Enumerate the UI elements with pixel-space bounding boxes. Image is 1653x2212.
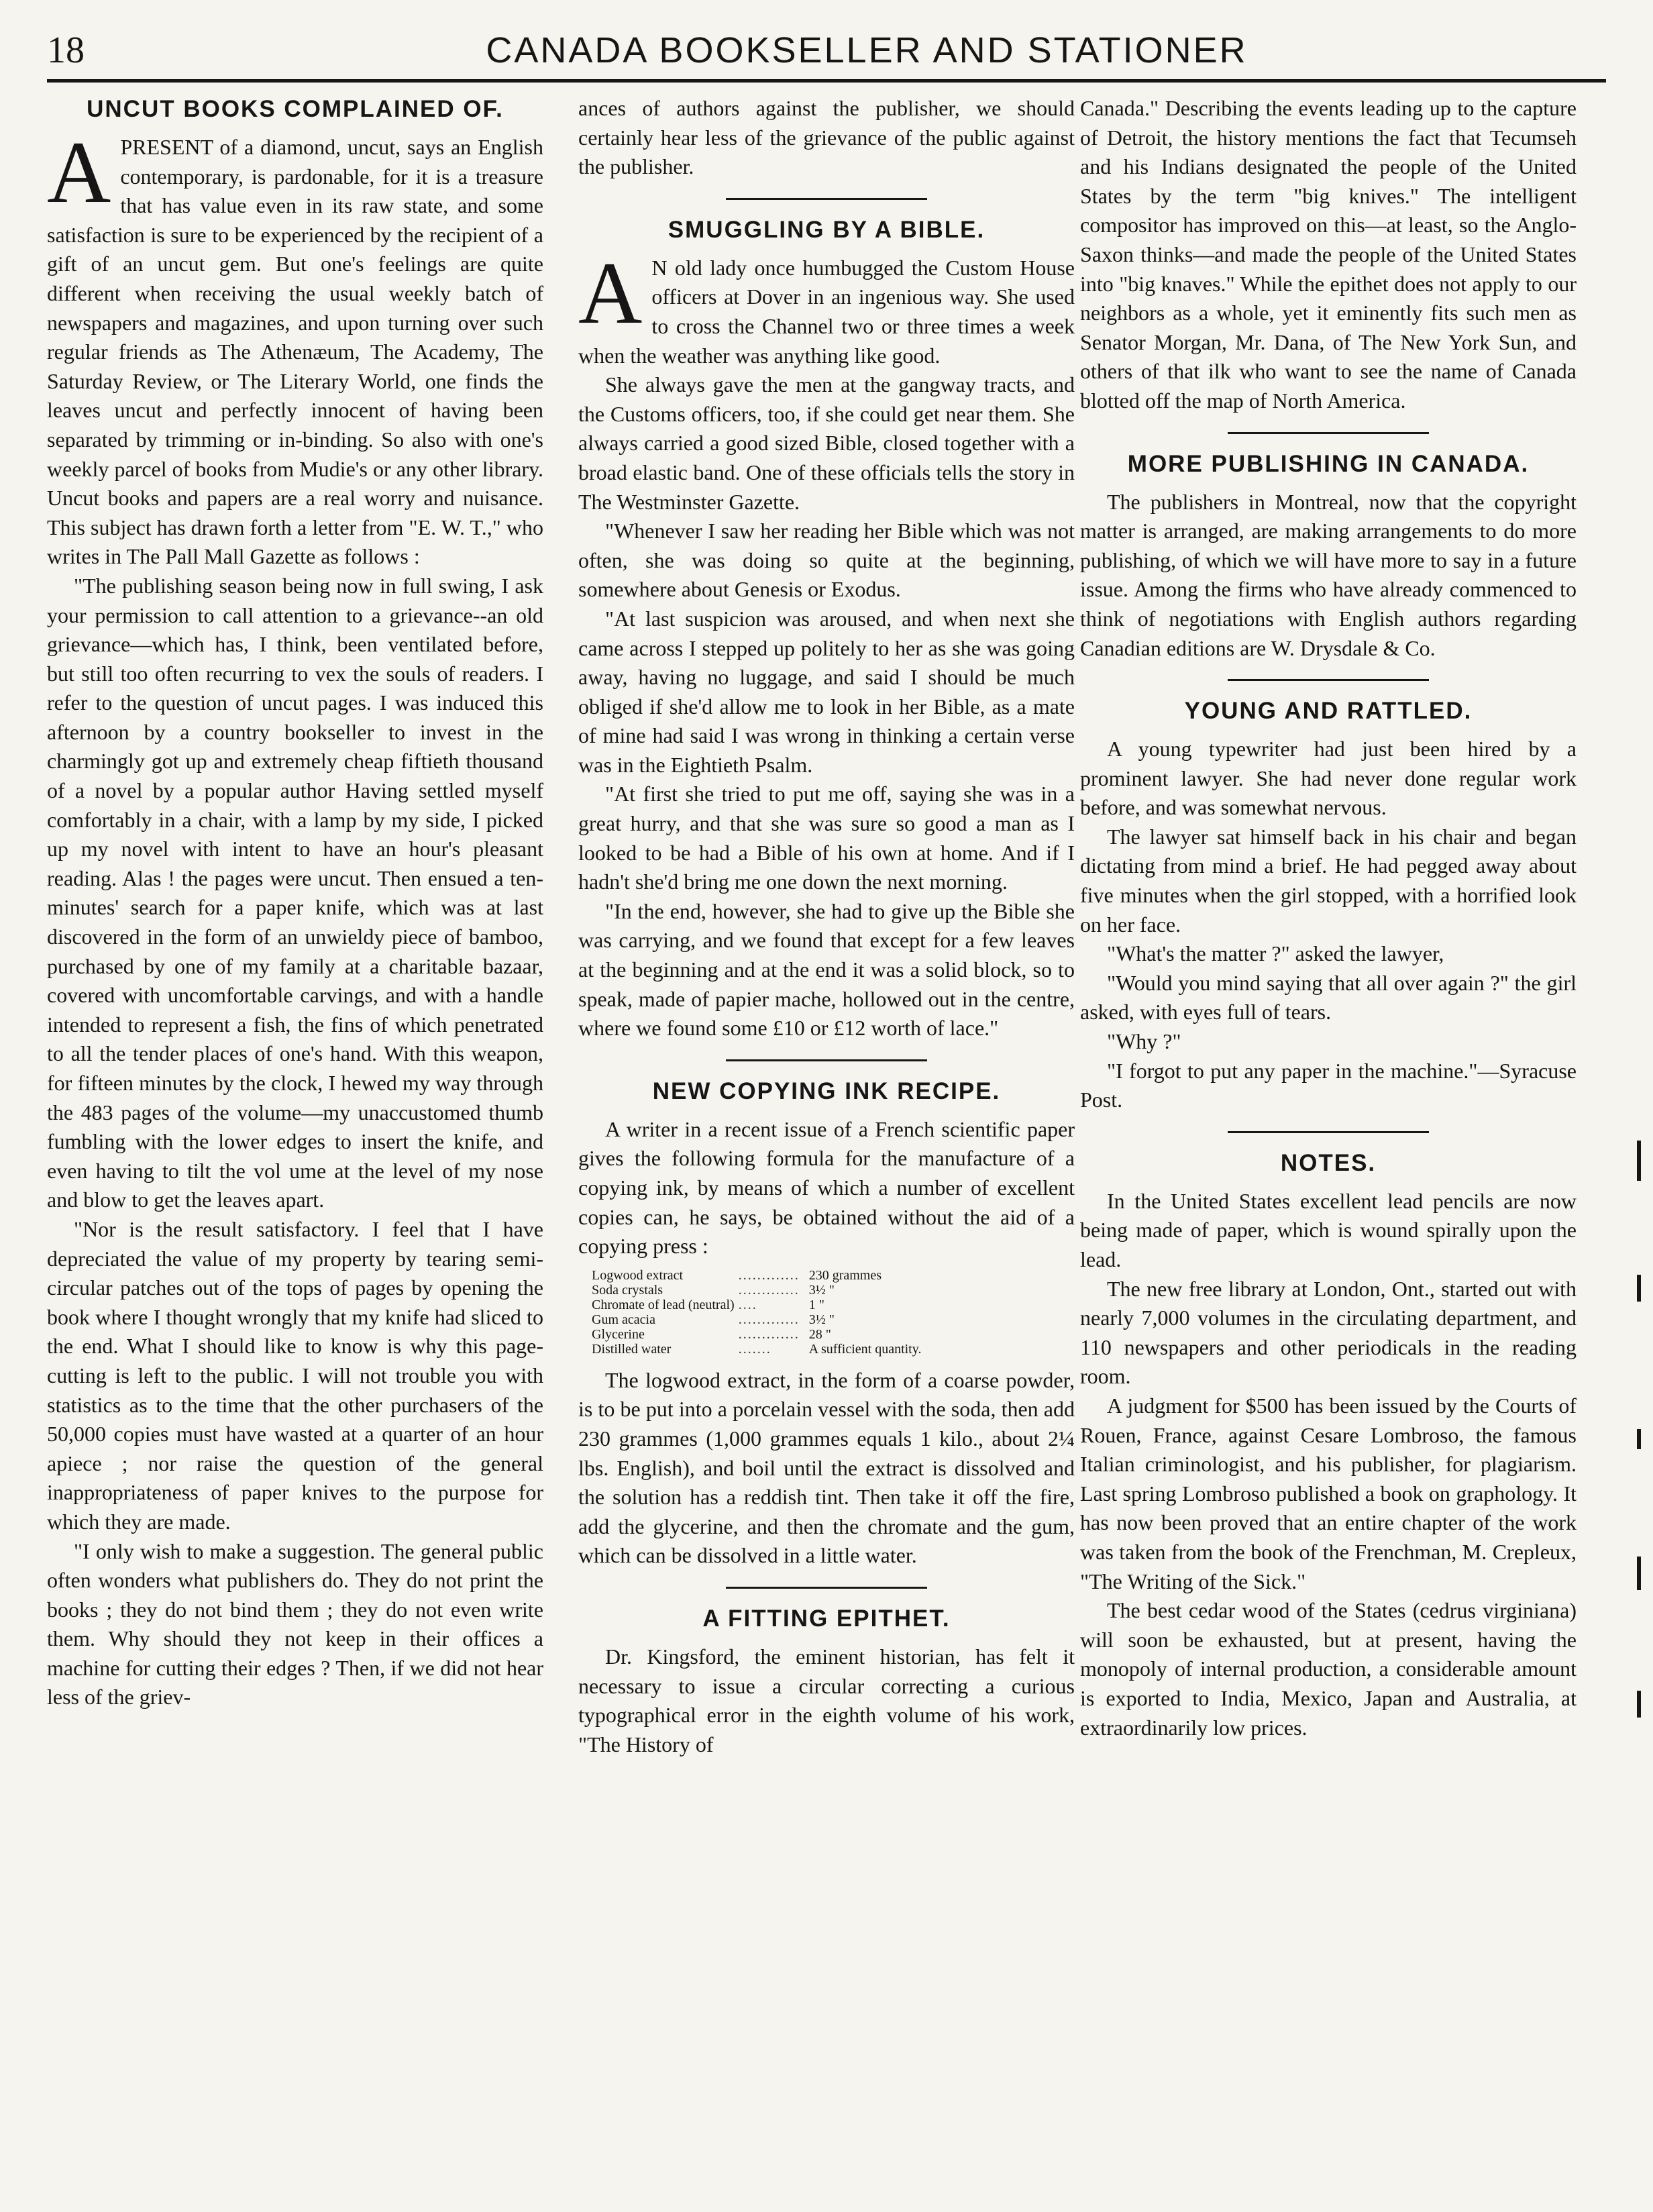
article-divider [726, 198, 927, 200]
young-rattled-paragraph-6: "I forgot to put any paper in the machine."—Syracuse Post. [1080, 1058, 1577, 1112]
ingredient-name: Distilled water [592, 1341, 672, 1357]
recipe-table [592, 1268, 925, 1357]
smuggling-paragraph-5: "At first she tried to put me off, saying she was in a great hurry, and that she was sure so good a man as I looked to be had a Bible of his own at home. And if I hadn't she'd bring me one down the next morning. [578, 782, 1075, 894]
notes-heading: NOTES. [1280, 1149, 1377, 1176]
header-rule [47, 79, 1606, 83]
scan-margin-marks [1637, 1141, 1644, 1744]
article-divider [1228, 679, 1429, 681]
ingredient-quantity: 1 " [808, 1297, 824, 1312]
copying-ink-intro: A writer in a recent issue of a French scientific paper gives the following formula for the manufacture of a copying ink, by means of which a number of excellent copies can, he says, be obtained without the aid of a copying press : [578, 1116, 1075, 1259]
smuggling-paragraph-1 [578, 243, 1075, 370]
page-number: 18 [47, 30, 85, 71]
recipe-row: Glycerine ............. 28 " [592, 1327, 925, 1342]
notes-paragraph-4: The best cedar wood of the States (cedrus virginiana) will soon be exhausted, but at present, having the monopoly of internal production, a considerable amount is exported to India, Mexico, Japan and Australia, at extraordinarily low prices. [1080, 1598, 1577, 1740]
running-head [47, 27, 1606, 74]
fitting-epithet-continuation: Canada." Describing the events leading up to the capture of Detroit, the history mentions the fact that Tecumseh and his Indians designated the people of the United States by the term "big knives." The intelligent compositor has improved on this—at least, so the Anglo-Saxon thinks—and made the people of the United States into "big knaves." While the epithet does not apply to our neighbors as a whole, yet it eminently fits such men as Senator Morgan, Mr. Dana, of The New York Sun, and others of that ilk who want to see the name of Canada blotted off the map of North America. [1080, 96, 1577, 413]
uncut-books-paragraph-3: "Nor is the result satisfactory. I feel that I have depreciated the value of my property by tearing semi-circular patches out of the tops of pages by opening the book where I thought wrongly that my knife had sliced to the end. What I should like to know is why this page-cutting is left to the public. I will not trouble you with statistics as to the time that the other purchasers of the 50,000 copies must have wasted at a quarter of an hour apiece ; nor raise the question of the general inappropriateness of paper knives to the purpose for which they are made. [47, 1216, 543, 1534]
smuggling-heading: SMUGGLING BY A BIBLE. [668, 216, 985, 243]
fitting-epithet-paragraph: Dr. Kingsford, the eminent historian, has felt it necessary to issue a circular correcting a curious typographical error in the eighth volume of his work, "The History of [578, 1644, 1075, 1756]
smuggling-paragraph-4: "At last suspicion was aroused, and when next she came across I stepped up politely to her as she was going away, having no luggage, and said I should be much obliged if she'd allow me to look in her Bible, as a mate of mine had said I was wrong in thinking a certain verse was in the Eightieth Psalm. [578, 606, 1075, 777]
uncut-books-paragraph-2: "The publishing season being now in full swing, I ask your permission to call attention to a grievance--an old grievance—which has, I think, been ventilated before, but still too often recurring to vex the souls of readers. I refer to the question of uncut pages. I was induced this afternoon by a country bookseller to invest in the charmingly got up and extremely cheap fiftieth thousand of a novel by a popular author Having settled myself comfortably in a chair, with a lamp by my side, I picked up my novel with intent to have an hour's pleasant reading. Alas ! the pages were uncut. Then ensued a ten-minutes' search for a paper knife, which was at last discovered in the form of an unwieldy piece of bamboo, purchased by one of my family at a charitable bazaar, covered with uncomfortable carvings, and with a handle intended to represent a fish, the fins of which penetrated to all the tender places of one's hand. With this weapon, for fifteen minutes by the clock, I hewed my way through the 483 pages of the volume—my unaccustomed thumb fumbling with the lower edges to insert the knife, and even having to tilt the vol ume at the level of my nose and blow to get the leaves apart. [47, 573, 543, 1212]
young-rattled-paragraph-2: The lawyer sat himself back in his chair and began dictating from mind a brief. He had pegged away about five minutes when the girl stopped, with a horrified look on her face. [1080, 824, 1577, 937]
notes-paragraph-3: A judgment for $500 has been issued by the Courts of Rouen, France, against Cesare Lombroso, the famous Italian criminologist, and his publisher, for plagiarism. Last spring Lombroso published a book on graphology. It has now been proved that an entire chapter of the work was taken from the book of the Frenchman, M. Crepleux, "The Writing of the Sick." [1080, 1393, 1577, 1593]
young-rattled-paragraph-3: "What's the matter ?" asked the lawyer, [1107, 941, 1444, 966]
article-divider [726, 1059, 927, 1061]
recipe-row: Distilled water ....... A sufficient quantity. [592, 1342, 925, 1357]
recipe-row: Chromate of lead (neutral) .... 1 " [592, 1298, 925, 1312]
smuggling-paragraph-2: She always gave the men at the gangway tracts, and the Customs officers, too, if she could get near them. She always carried a good sized Bible, closed together with a broad elastic band. One of these officials tells the story in The Westminster Gazette. [578, 372, 1075, 514]
drop-cap: A [578, 243, 643, 342]
uncut-books-text-1: PRESENT of a diamond, uncut, says an English contemporary, is pardonable, for it is a treasure that has value even in its raw state, and some satisfaction is sure to be experienced by the recipient of a gift of an uncut gem. But one's feelings are quite different when receiving the usual weekly batch of newspapers and magazines, and upon turning over such regular friends as The Athenæum, The Academy, The Saturday Review, or The Literary World, one finds the leaves uncut and perfectly innocent of having been separated by trimming or in-binding. So also with one's weekly parcel of books from Mudie's or any other library. Uncut books and papers are a real worry and nuisance. This subject has drawn forth a letter from "E. W. T.," who writes in The Pall Mall Gazette as follows : [47, 135, 543, 569]
smuggling-paragraph-6: "In the end, however, she had to give up the Bible she was carrying, and we found that except for a few leaves at the beginning and at the end it was a solid block, so to speak, made of papier mache, hollowed out in the centre, where we found some £10 or £12 worth of lace." [578, 898, 1075, 1041]
smuggling-paragraph-3: "Whenever I saw her reading her Bible which was not often, she was doing so quite at the beginning, somewhere about Genesis or Exodus. [578, 519, 1075, 602]
column-1 [47, 94, 543, 2180]
ingredient-quantity: A sufficient quantity. [808, 1341, 922, 1357]
uncut-books-continuation: ances of authors against the publisher, we should certainly hear less of the grievance of the public against the publisher. [578, 96, 1075, 179]
more-publishing-paragraph: The publishers in Montreal, now that the copyright matter is arranged, are making arrangements to do more publishing, of which we will have more to say in a future issue. Among the firms who have already commenced to think of negotiations with English authors regarding Canadian editions are W. Drysdale & Co. [1080, 489, 1577, 660]
recipe-row: Soda crystals ............. 3½ " [592, 1283, 925, 1298]
young-rattled-heading: YOUNG AND RATTLED. [1184, 698, 1473, 725]
ingredient-name: Chromate of lead (neutral) [592, 1297, 735, 1312]
copying-ink-heading: NEW COPYING INK RECIPE. [652, 1077, 1001, 1104]
article-divider [1228, 1131, 1429, 1133]
ingredient-name: Glycerine [592, 1326, 645, 1342]
notes-paragraph-2: The new free library at London, Ont., started out with nearly 7,000 volumes in the circulating department, and 110 newspapers and other periodicals in the reading room. [1080, 1276, 1577, 1389]
ingredient-quantity: 28 " [808, 1326, 831, 1342]
article-divider [726, 1587, 927, 1589]
drop-cap: A [47, 123, 111, 221]
recipe-row: Logwood extract ............. 230 grammes [592, 1268, 925, 1283]
fitting-epithet-heading: A FITTING EPITHET. [702, 1605, 951, 1632]
uncut-books-heading: UNCUT BOOKS COMPLAINED OF. [87, 96, 504, 122]
uncut-books-paragraph-4: "I only wish to make a suggestion. The general public often wonders what publishers do. They do not print the books ; they do not bind them ; they do not even write them. Why should they not keep in their offices a machine for cutting their edges ? Then, if we did not hear less of the griev- [47, 1538, 543, 1709]
smuggling-text-1: N old lady once humbugged the Custom House officers at Dover in an ingenious way. She used to cross the Channel two or three times a week when the weather was anything like good. [578, 255, 1075, 368]
ingredient-quantity: 230 grammes [808, 1267, 882, 1283]
column-2 [578, 94, 1075, 2180]
more-publishing-heading: MORE PUBLISHING IN CANADA. [1127, 450, 1530, 477]
young-rattled-paragraph-4: "Would you mind saying that all over again ?" the girl asked, with eyes full of tears. [1080, 970, 1577, 1024]
copying-ink-body: The logwood extract, in the form of a coarse powder, is to be put into a porcelain vessel with the soda, then add 230 grammes (1,000 grammes equals 1 kilo., about 2¼ lbs. English), and boil until the extract is dissolved and the solution has a reddish tint. Then take it off the fire, add the glycerine, and then the chromate and the gum, which can be dissolved in a little water. [578, 1367, 1075, 1568]
young-rattled-paragraph-1: A young typewriter had just been hired by a prominent lawyer. She had never done regular work before, and was somewhat nervous. [1080, 737, 1577, 820]
column-3 [1080, 94, 1577, 2180]
ingredient-name: Gum acacia [592, 1312, 655, 1327]
notes-paragraph-1: In the United States excellent lead pencils are now being made of paper, which is wound spirally upon the lead. [1080, 1188, 1577, 1271]
recipe-row: Gum acacia ............. 3½ " [592, 1312, 925, 1327]
ingredient-name: Logwood extract [592, 1267, 684, 1283]
ingredient-quantity: 3½ " [808, 1312, 835, 1327]
ingredient-quantity: 3½ " [808, 1282, 835, 1298]
article-divider [1228, 432, 1429, 434]
uncut-books-paragraph-1 [47, 123, 543, 572]
young-rattled-paragraph-5: "Why ?" [1107, 1029, 1181, 1054]
ingredient-name: Soda crystals [592, 1282, 663, 1298]
journal-title: CANADA BOOKSELLER AND STATIONER [486, 30, 1248, 70]
